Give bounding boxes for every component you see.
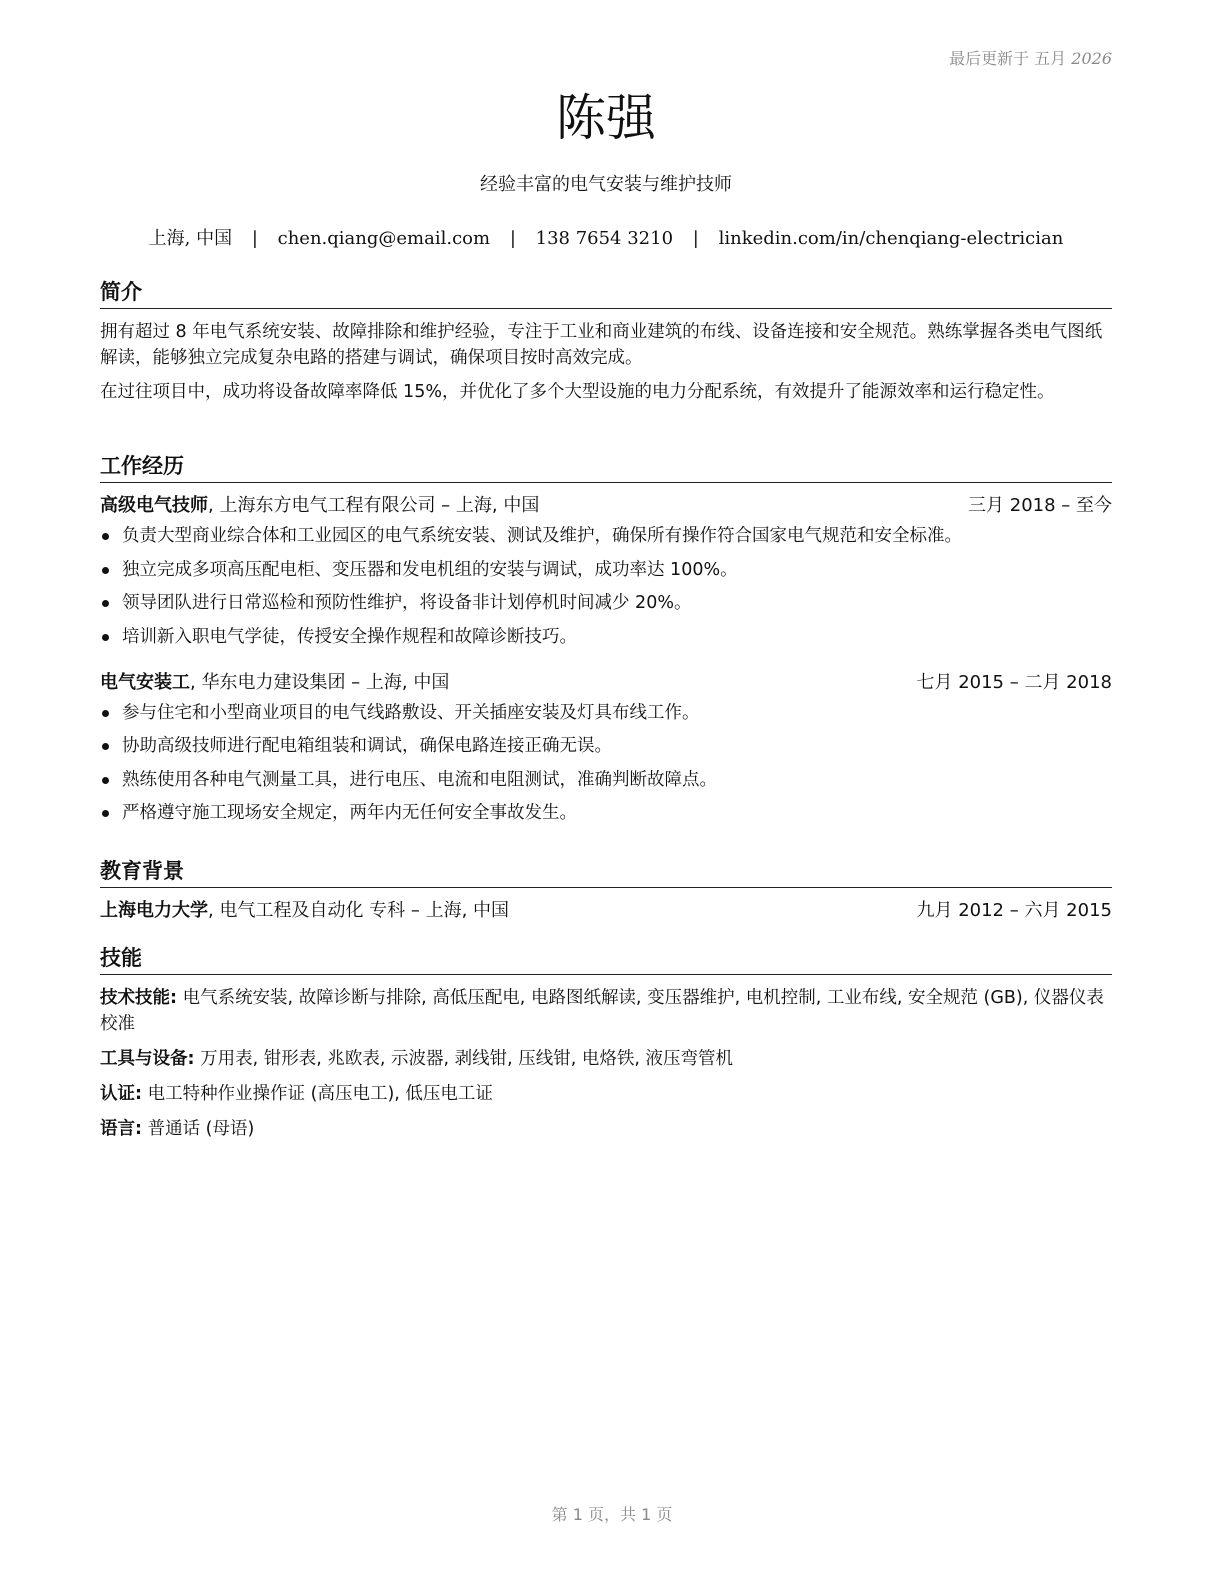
candidate-headline: 经验丰富的电气安装与维护技师: [480, 174, 732, 195]
bullet-dot-icon: [102, 600, 109, 607]
job-dates: 七月 2015 – 二月 2018: [916, 671, 1112, 693]
job-bullet: [100, 523, 1112, 549]
bullet-dot-icon: [102, 743, 109, 750]
job-bullet-text: 负责大型商业综合体和工业园区的电气系统安装、测试及维护，确保所有操作符合国家电气规范和安全标准。: [122, 526, 962, 546]
bullet-dot-icon: [102, 777, 109, 784]
section-title-summary: 简介: [100, 278, 1112, 309]
candidate-name: 陈强: [556, 89, 656, 147]
skill-label: 工具与设备:: [100, 1049, 195, 1069]
skill-value: 万用表, 钳形表, 兆欧表, 示波器, 剥线钳, 压线钳, 电烙铁, 液压弯管机: [194, 1049, 733, 1069]
bullet-dot-icon: [102, 710, 109, 717]
job-dates: 三月 2018 – 至今: [968, 495, 1112, 516]
section-title-experience: 工作经历: [100, 452, 1112, 483]
job-bullet: [100, 800, 1112, 826]
job-bullet: [100, 767, 1112, 793]
job-bullet: [100, 624, 1112, 650]
education-dates: 九月 2012 – 六月 2015: [916, 900, 1112, 921]
skill-label: 认证:: [100, 1084, 142, 1104]
job-company-location: , 上海东方电气工程有限公司 – 上海, 中国: [208, 495, 540, 516]
job-company-location: , 华东电力建设集团 – 上海, 中国: [190, 671, 450, 693]
job-bullet-text: 协助高级技师进行配电箱组装和调试，确保电路连接正确无误。: [122, 736, 612, 756]
job-bullet-text: 领导团队进行日常巡检和预防性维护，将设备非计划停机时间减少 20%。: [122, 593, 692, 613]
last-updated: [949, 46, 1112, 69]
contact-linkedin-link[interactable]: linkedin.com/in/chenqiang-electrician: [718, 228, 1064, 249]
skills-section: [100, 944, 1112, 1151]
job-role: 高级电气技师: [100, 495, 208, 516]
summary-paragraph: 拥有超过 8 年电气系统安装、故障排除和维护经验，专注于工业和商业建筑的布线、设备连接和安全规范。熟练掌握各类电气图纸解读，能够独立完成复杂电路的搭建与调试，确保项目按时高效完成。: [100, 322, 1103, 368]
job-bullet-list: [100, 523, 1112, 650]
job-title-line: [100, 493, 539, 519]
bullet-dot-icon: [102, 533, 109, 540]
contact-line: [100, 224, 1112, 250]
education-entry: [100, 898, 1112, 924]
contact-email-link[interactable]: chen.qiang@email.com: [277, 228, 491, 249]
job-bullet-text: 熟练使用各种电气测量工具，进行电压、电流和电阻测试，准确判断故障点。: [122, 769, 717, 790]
last-updated-year: 2026: [1071, 49, 1112, 68]
bullet-dot-icon: [102, 810, 109, 817]
job-header: [100, 493, 1112, 519]
resume-page: [100, 0, 1112, 1584]
job-role: 电气安装工: [100, 671, 190, 693]
summary-section: [100, 278, 1112, 413]
section-title-skills: 技能: [100, 944, 1112, 975]
summary-paragraph: 在过往项目中，成功将设备故障率降低 15%，并优化了多个大型设施的电力分配系统，有效提升了能源效率和运行稳定性。: [100, 382, 1055, 402]
job-bullet: [100, 557, 1112, 583]
contact-separator: |: [509, 228, 516, 249]
skill-value: 电气系统安装, 故障诊断与排除, 高低压配电, 电路图纸解读, 变压器维护, 电机控制, 工业布线, 安全规范 (GB), 仪器仪表校准: [100, 988, 1104, 1034]
contact-separator: |: [692, 228, 699, 249]
job-header: [100, 670, 1112, 696]
skill-line-certifications: [100, 1081, 1112, 1107]
skill-value: 普通话 (母语): [142, 1119, 255, 1139]
education-section: [100, 857, 1112, 924]
education-school: 上海电力大学: [100, 900, 208, 921]
skill-line-tools: [100, 1046, 1112, 1072]
skill-line-languages: [100, 1116, 1112, 1142]
bullet-dot-icon: [102, 634, 109, 641]
job-bullet-text: 独立完成多项高压配电柜、变压器和发电机组的安装与调试，成功率达 100%。: [122, 559, 738, 580]
job-title-line: [100, 670, 449, 696]
education-detail: , 电气工程及自动化 专科 – 上海, 中国: [208, 900, 510, 921]
skill-value: 电工特种作业操作证 (高压电工), 低压电工证: [142, 1084, 493, 1104]
education-title-line: [100, 898, 509, 924]
contact-phone: 138 7654 3210: [535, 228, 674, 249]
job-bullet-text: 参与住宅和小型商业项目的电气线路敷设、开关插座安装及灯具布线工作。: [122, 702, 700, 723]
job-entry: [100, 670, 1112, 827]
page-footer: 第 1 页，共 1 页: [551, 1505, 673, 1524]
skill-label: 技术技能:: [100, 988, 177, 1008]
experience-section: [100, 452, 1112, 834]
job-bullet: [100, 700, 1112, 726]
contact-location: 上海, 中国: [148, 228, 233, 249]
bullet-dot-icon: [102, 567, 109, 574]
job-bullet-text: 严格遵守施工现场安全规定，两年内无任何安全事故发生。: [122, 803, 577, 823]
job-entry: [100, 493, 1112, 650]
last-updated-label: 最后更新于 五月: [949, 49, 1067, 68]
contact-separator: |: [251, 228, 258, 249]
job-bullet-text: 培训新入职电气学徒，传授安全操作规程和故障诊断技巧。: [122, 626, 577, 647]
skill-line-technical: [100, 985, 1112, 1037]
section-title-education: 教育背景: [100, 857, 1112, 888]
skill-label: 语言:: [100, 1119, 142, 1139]
job-bullet: [100, 590, 1112, 616]
job-bullet-list: [100, 700, 1112, 827]
job-bullet: [100, 733, 1112, 759]
